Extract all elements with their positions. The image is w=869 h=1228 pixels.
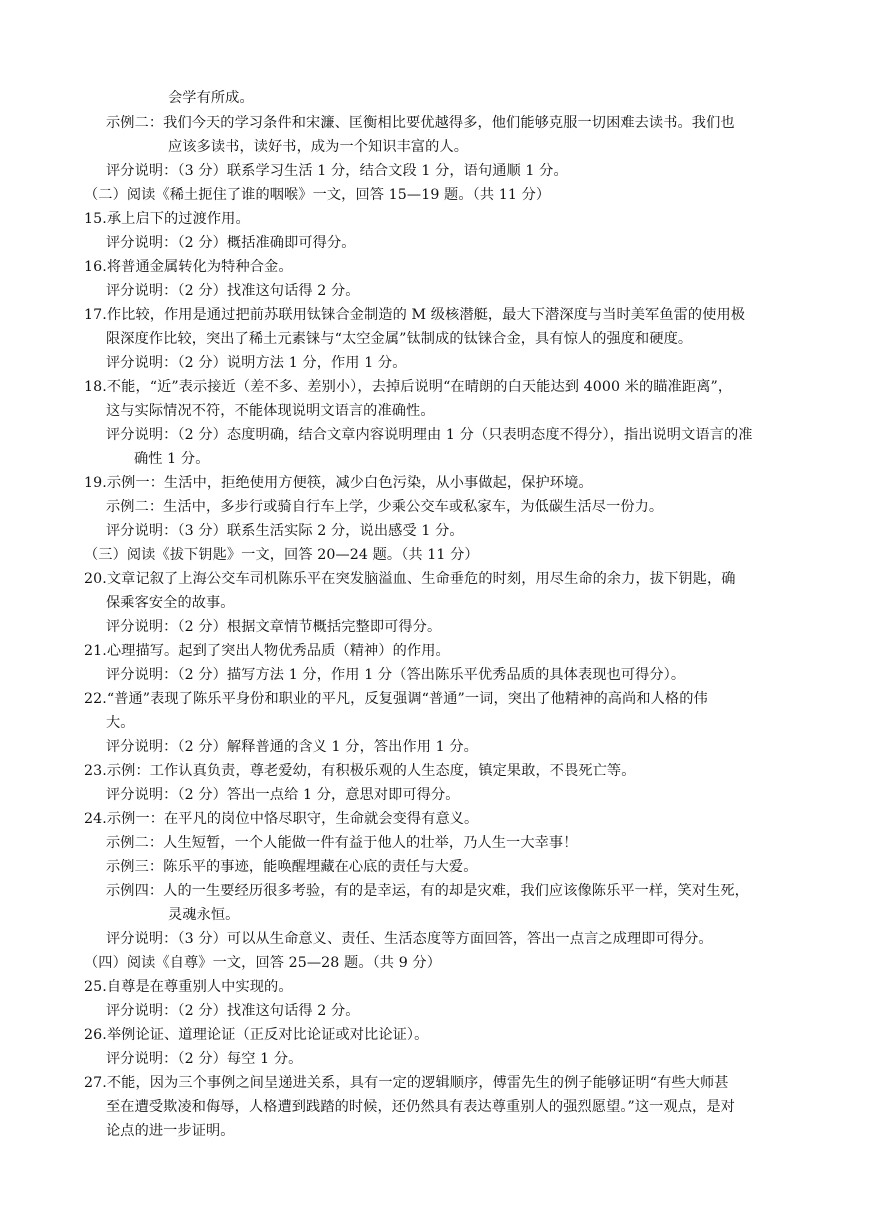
- question-answer-line: 17.作比较，作用是通过把前苏联用钛铼合金制造的 M 级核潜艇，最大下潜深度与当时美军鱼雷的使用极: [84, 307, 746, 323]
- answer-text-line: 应该多读书，读好书，成为一个知识丰富的人。: [168, 139, 469, 155]
- question-answer-line: 24.示例一：在平凡的岗位中恪尽职守，生命就会变得有意义。: [84, 811, 479, 827]
- answer-text-line: 至在遭受欺凌和侮辱，人格遭到践踏的时候，还仍然具有表达尊重别人的强烈愿望。”这一观点，是对: [106, 1099, 735, 1115]
- scoring-note-line: 评分说明：（2 分）说明方法 1 分，作用 1 分。: [106, 355, 407, 371]
- section-heading: （四）阅读《自尊》一文，回答 25—28 题。（共 9 分）: [84, 955, 442, 971]
- answer-text-line: 灵魂永恒。: [168, 907, 240, 923]
- answer-text-line: 会学有所成。: [168, 90, 254, 106]
- answer-text-line: 示例三：陈乐平的事迹，能唤醒埋藏在心底的责任与大爱。: [106, 859, 478, 875]
- scoring-note-line: 评分说明：（2 分）根据文章情节概括完整即可得分。: [106, 619, 442, 635]
- scoring-note-line: 评分说明：（2 分）每空 1 分。: [106, 1051, 303, 1067]
- question-answer-line: 25.自尊是在尊重别人中实现的。: [84, 979, 293, 995]
- answer-text-line: 示例四：人的一生要经历很多考验，有的是幸运，有的却是灾难，我们应该像陈乐平一样，笑对生死，: [106, 883, 749, 899]
- answer-text-line: 这与实际情况不符，不能体现说明文语言的准确性。: [106, 403, 435, 419]
- question-answer-line: 23.示例：工作认真负责，尊老爱幼，有积极乐观的人生态度，镇定果敢，不畏死亡等。: [84, 763, 636, 779]
- question-answer-line: 18.不能，“近”表示接近（差不多、差别小），去掉后说明“在晴朗的白天能达到 4000 米的瞄准距离”，: [84, 379, 733, 395]
- question-answer-line: 16.将普通金属转化为特种合金。: [84, 259, 293, 275]
- scoring-note-line: 评分说明：（2 分）找准这句话得 2 分。: [106, 283, 360, 299]
- scoring-note-line: 评分说明：（3 分）可以从生命意义、责任、生活态度等方面回答，答出一点言之成理即可得分。: [106, 931, 713, 947]
- question-answer-line: 27.不能，因为三个事例之间呈递进关系，具有一定的逻辑顺序，傅雷先生的例子能够证明“有些大师甚: [84, 1075, 729, 1091]
- scoring-note-line: 评分说明：（2 分）答出一点给 1 分，意思对即可得分。: [106, 787, 460, 803]
- answer-text-line: 保乘客安全的故事。: [106, 595, 235, 611]
- question-answer-line: 19.示例一：生活中，拒绝使用方便筷，减少白色污染，从小事做起，保护环境。: [84, 475, 593, 491]
- answer-text-line: 限深度作比较，突出了稀土元素铼与“太空金属”钛制成的钛铼合金，具有惊人的强度和硬度。: [106, 331, 693, 347]
- section-heading: （三）阅读《拔下钥匙》一文，回答 20—24 题。（共 11 分）: [84, 547, 479, 563]
- question-answer-line: 15.承上启下的过渡作用。: [84, 211, 250, 227]
- scoring-note-line: 评分说明：（3 分）联系生活实际 2 分，说出感受 1 分。: [106, 523, 464, 539]
- question-answer-line: 22.“普通”表现了陈乐平身份和职业的平凡，反复强调“普通”一词，突出了他精神的高尚和人格的伟: [84, 691, 708, 707]
- question-answer-line: 26.举例论证、道理论证（正反对比论证或对比论证）。: [84, 1027, 429, 1043]
- scoring-note-line: 评分说明：（2 分）描写方法 1 分，作用 1 分（答出陈乐平优秀品质的具体表现也可得分）。: [106, 667, 686, 683]
- scoring-note-line: 评分说明：（2 分）解释普通的含义 1 分，答出作用 1 分。: [106, 739, 478, 755]
- scoring-note-line: 评分说明：（2 分）态度明确，结合文章内容说明理由 1 分（只表明态度不得分），指出说明文语言的准: [106, 427, 753, 443]
- scoring-note-line: 评分说明：（3 分）联系学习生活 1 分，结合文段 1 分，语句通顺 1 分。: [106, 163, 568, 179]
- answer-text-line: 示例二：生活中，多步行或骑自行车上学，少乘公交车或私家车，为低碳生活尽一份力。: [106, 499, 664, 515]
- scoring-note-line: 评分说明：（2 分）概括准确即可得分。: [106, 235, 356, 251]
- answer-text-line: 示例二：人生短暂，一个人能做一件有益于他人的壮举，乃人生一大幸事！: [106, 835, 578, 851]
- answer-text-line: 大。: [106, 715, 135, 731]
- scoring-note-line: 评分说明：（2 分）找准这句话得 2 分。: [106, 1003, 360, 1019]
- answer-text-line: 确性 1 分。: [134, 451, 210, 467]
- answer-text-line: 论点的进一步证明。: [106, 1123, 235, 1139]
- answer-text-line: 示例二：我们今天的学习条件和宋濂、匡衡相比要优越得多，他们能够克服一切困难去读书。我们也: [106, 115, 735, 131]
- question-answer-line: 20.文章记叙了上海公交车司机陈乐平在突发脑溢血、生命垂危的时刻，用尽生命的余力，拔下钥匙，确: [84, 571, 736, 587]
- section-heading: （二）阅读《稀土扼住了谁的咽喉》一文，回答 15—19 题。（共 11 分）: [84, 187, 551, 203]
- question-answer-line: 21.心理描写。起到了突出人物优秀品质（精神）的作用。: [84, 643, 450, 659]
